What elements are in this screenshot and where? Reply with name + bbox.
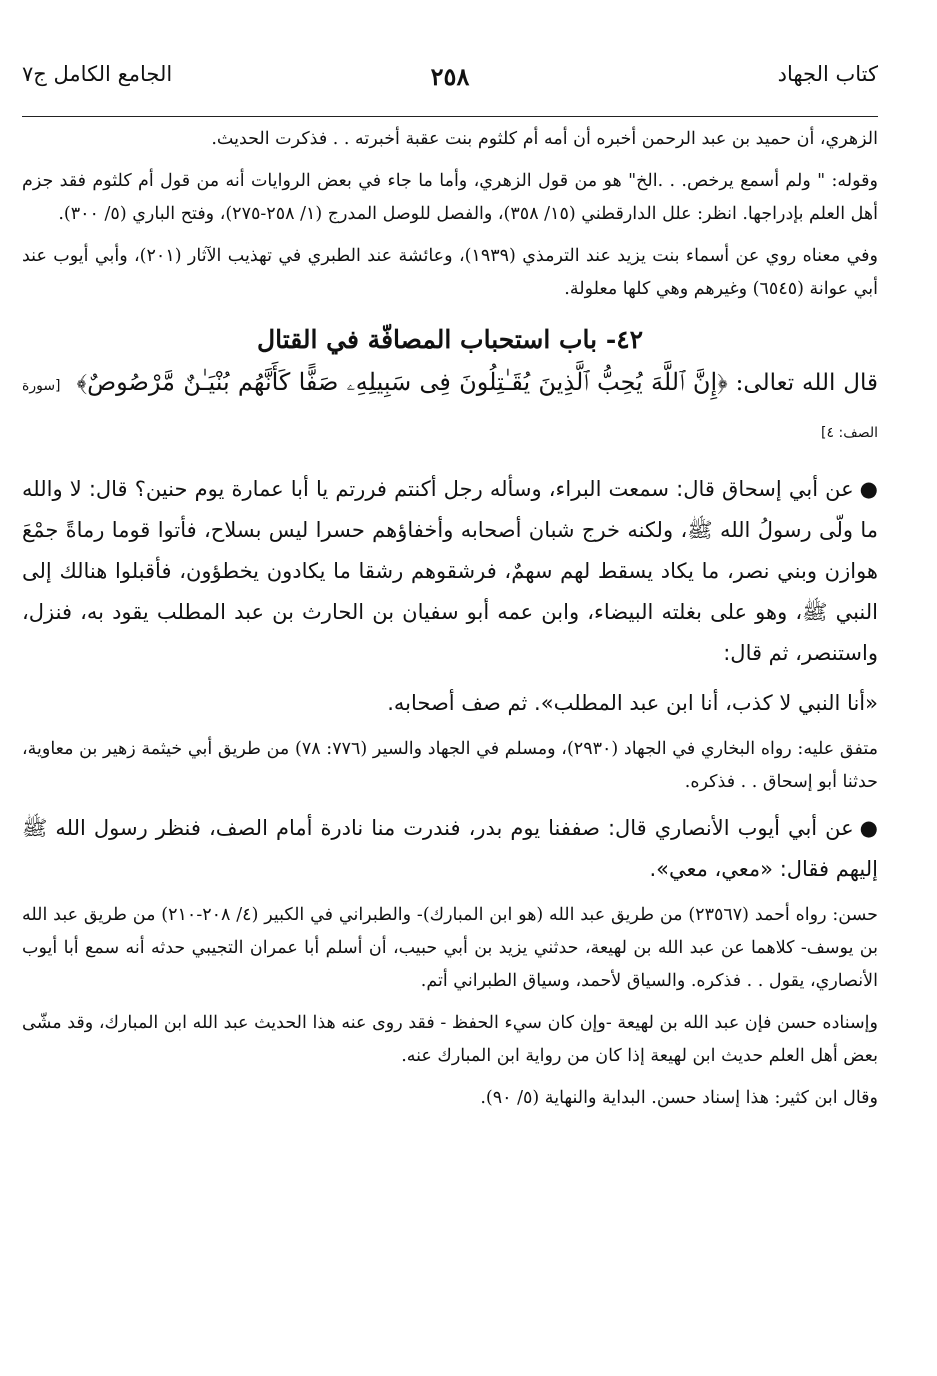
footnote-paragraph-1: الزهري، أن حميد بن عبد الرحمن أخبره أن أمه أم كلثوم بنت عقبة أخبرته . . فذكرت الحديث. [211,129,878,149]
page-header [22,52,878,117]
hadith-2-isnad-note: وإسناده حسن فإن عبد الله بن لهيعة -وإن كان سيء الحفظ - فقد روى عنه هذا الحديث عبد الله ابن المبارك، وقد مشّى بعض أهل العلم حديث ابن لهيعة إذا كان من رواية ابن المبارك عنه. [22,1013,878,1066]
page-content [22,123,878,1115]
bullet-icon: ● [859,816,878,840]
page-number: ٢٥٨ [430,62,470,91]
hadith-1 [22,469,878,674]
quran-verse: ﴿إِنَّ ٱللَّهَ يُحِبُّ ٱلَّذِينَ يُقَـٰتِلُونَ فِى سَبِيلِهِۦ صَفًّا كَأَنَّهُم بُنْيَـٰنٌ مَّرْصُوصٌ﴾ [76,368,728,396]
footnote-paragraph-2: وقوله: " ولم أسمع يرخص. . .الخ" هو من قول الزهري، وأما ما جاء في بعض الروايات أنه من قول أم كلثوم فقد جزم أهل العلم بإدراجها. انظر: علل الدارقطني (١٥/ ٣٥٨)، والفصل للوصل المدرج (١/ ٢٥٨-٢٧٥)، وفتح الباري (٥/ ٣٠٠). [22,171,878,224]
hadith-2-takhrij: حسن: رواه أحمد (٢٣٥٦٧) من طريق عبد الله (هو ابن المبارك)- والطبراني في الكبير (٤/ ٢٠٨-٢١٠) من طريق عبد الله بن يوسف- كلاهما عن عبد الله بن لهيعة، حدثني يزيد بن أبي حبيب، أن أسلم أبا عمران التجيبي حدثه أنه سمع أبا أيوب الأنصاري، يقول . . فذكره. والسياق لأحمد، وسياق الطبراني أتم. [22,905,879,991]
bullet-icon: ● [859,477,878,501]
verse-reference: [سورة الصف: ٤] [22,378,878,441]
hadith-1-text: عن أبي إسحاق قال: سمعت البراء، وسأله رجل أكنتم فررتم يا أبا عمارة يوم حنين؟ قال: لا والله ما ولّى رسولُ الله ﷺ، ولكنه خرج شبان أصحابه وأخفاؤهم حسرا ليس بسلاح، فأتوا قوما رماةً جمْعَ هوازن وبني نصر، ما يكاد يسقط لهم سهمٌ، فرشقوهم رشقا ما يكادون يخطؤون، فأقبلوا هنالك إلى النبي ﷺ، وهو على بغلته البيضاء، وابن عمه أبو سفيان بن الحارث بن عبد المطلب يقود به، فنزل، واستنصر، ثم قال: [22,477,878,665]
book-page [22,52,878,1115]
collection-title: الجامع الكامل ج٧ [22,62,173,86]
ibn-kathir-note: وقال ابن كثير: هذا إسناد حسن. البداية والنهاية (٥/ ٩٠). [480,1088,878,1108]
quran-verse-block [22,360,878,455]
book-title: كتاب الجهاد [777,62,878,86]
hadith-2 [22,808,878,890]
chapter-heading: ٤٢- باب استحباب المصافّة في القتال [256,325,644,354]
hadith-1-takhrij: متفق عليه: رواه البخاري في الجهاد (٢٩٣٠)، ومسلم في الجهاد والسير (٧٧٦: ٧٨) من طريق أبي خيثمة زهير بن معاوية، حدثنا أبو إسحاق . . فذكره. [22,739,878,792]
footnote-paragraph-3: وفي معناه روي عن أسماء بنت يزيد عند الترمذي (١٩٣٩)، وعائشة عند الطبري في تهذيب الآثار (٢٠١)، وأبي أيوب عند أبي عوانة (٦٥٤٥) وغيرهم وهي كلها معلولة. [22,246,878,299]
hadith-2-text: عن أبي أيوب الأنصاري قال: صففنا يوم بدر، فندرت منا نادرة أمام الصف، فنظر رسول الله ﷺ إليهم فقال: «معي، معي». [22,816,878,881]
hadith-1-quote: «أنا النبي لا كذب، أنا ابن عبد المطلب». ثم صف أصحابه. [387,691,878,715]
verse-intro: قال الله تعالى: [735,370,878,396]
